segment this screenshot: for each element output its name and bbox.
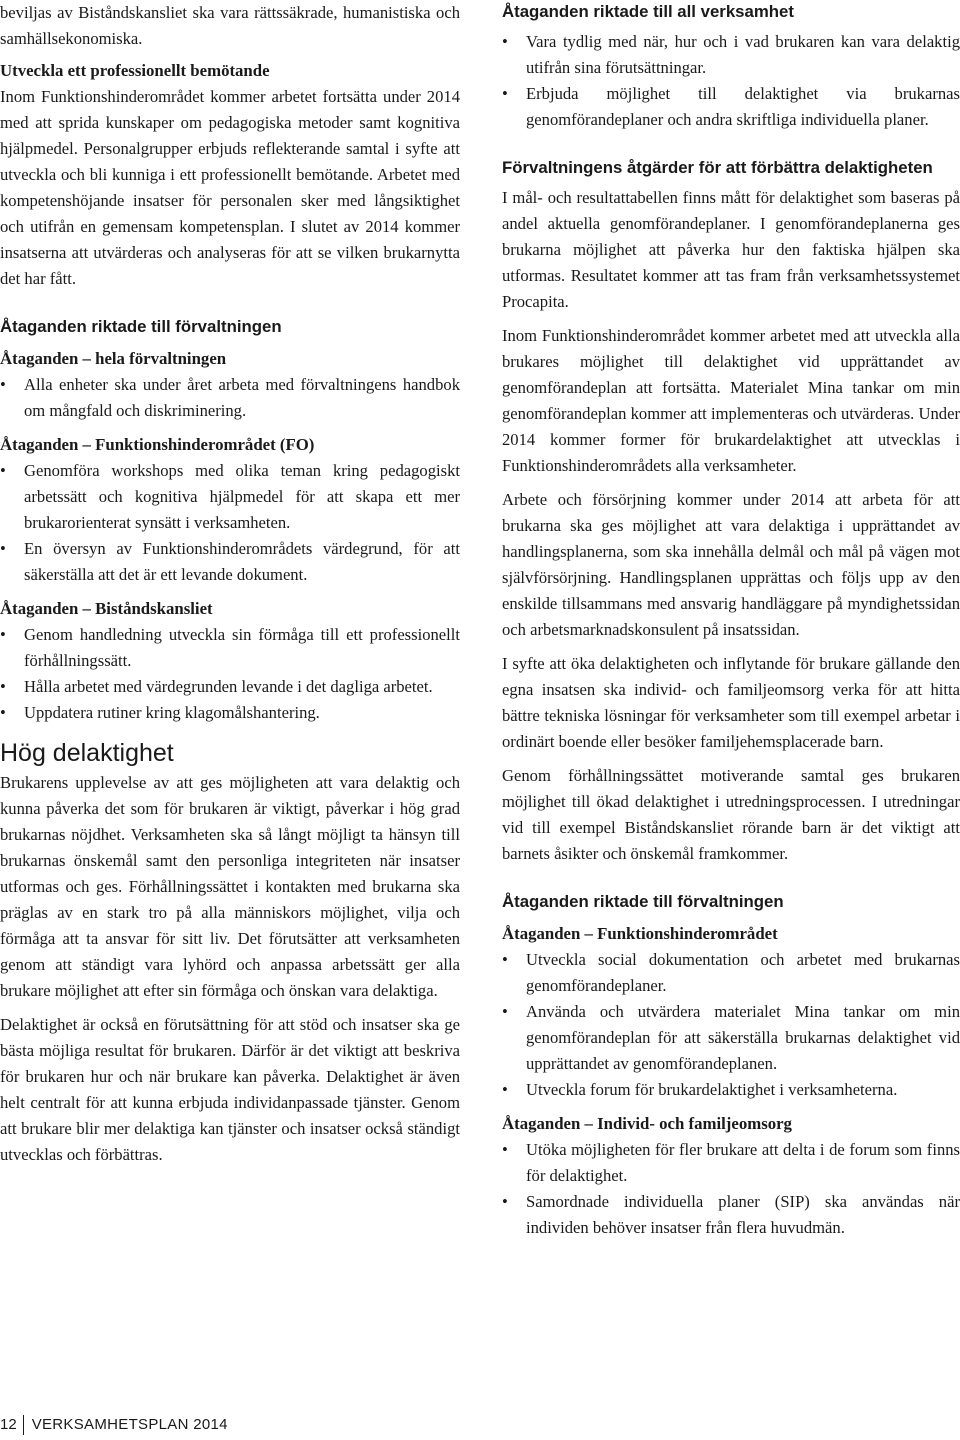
list-assistance-office	[0, 622, 460, 726]
heading-disability-area: Åtaganden – Funktionshinderområdet	[502, 924, 778, 943]
heading-improvement-measures: Förvaltningens åtgärder för att förbättra delaktigheten	[502, 158, 933, 177]
heading-commitments-administration: Åtaganden riktade till förvaltningen	[0, 317, 282, 336]
paragraph-disability-area: Inom Funktionshinderområdet kommer arbetet med att utveckla alla brukares möjlighet till delaktighet vid upprättandet av genomförandeplan att fortsätta. Materialet Mina tankar om min genomförandeplan kommer att implementeras och utvärderas. Under 2014 kommer former för brukardelaktighet att utvecklas i Funktionshinderområdets alla verksamheter.	[502, 326, 960, 475]
list-all-operations	[502, 29, 960, 133]
page-number: 12	[0, 1416, 17, 1433]
heading-professional-treatment: Utveckla ett professionellt bemötande	[0, 61, 270, 80]
list-whole-administration	[0, 372, 460, 424]
bullet-icon: •	[0, 539, 6, 558]
bullet-icon: •	[502, 32, 508, 51]
bullet-icon: •	[502, 1140, 508, 1159]
right-column	[502, 0, 960, 1241]
list-item: • Utöka möjligheten för fler brukare att delta i de forum som finns för delaktighet.	[502, 1137, 960, 1189]
list-item: • Uppdatera rutiner kring klagomålshantering.	[0, 700, 460, 726]
paragraph-purpose: I syfte att öka delaktigheten och inflytande för brukare gällande den egna insatsen ska individ- och familjeomsorg verka för att hitta bättre tekniska lösningar för verksamheter som till exempel arbetar i ordinärt boende eller besöker familjehemsplacerade barn.	[502, 654, 960, 751]
paragraph-work-and-support: Arbete och försörjning kommer under 2014 att arbeta för att brukarna ska ges möjlighet att vara delaktiga i upprättandet av handlingsplanerna, som ska innehålla delmål och mål på vägen mot självförsörjning. Handlingsplanen upprättas och följs upp av den enskilde tillsammans med ansvarig handläggare på myndighetssidan och arbetsmarknadskonsulent på insatssidan.	[502, 490, 960, 639]
bullet-icon: •	[502, 84, 508, 103]
left-column	[0, 0, 460, 1168]
bullet-icon: •	[0, 703, 6, 722]
list-item: • Hålla arbetet med värdegrunden levande i det dagliga arbetet.	[0, 674, 460, 700]
document-title: VERKSAMHETSPLAN 2014	[31, 1416, 228, 1433]
list-item: • Genomföra workshops med olika teman kring pedagogiskt arbetssätt och kognitiva hjälpmedel för att skapa ett mer brukarorienterat synsätt i verksamheten.	[0, 458, 460, 536]
paragraph-participation-1: Brukarens upplevelse av att ges möjligheten att vara delaktig och kunna påverka det som för brukaren är viktigt, påverkar i hög grad brukarnas nöjdhet. Verksamheten ska så långt möjligt ta hänsyn till brukarnas önskemål samt den personliga integriteten när insatser utformas och ges. Förhållningssättet i kontakten med brukarna ska präglas av en stark tro på alla människors möjlighet, vilja och förmåga att ta ansvar för sitt liv. Det förutsätter att verksamheten genom att ständigt vara lyhörd och anpassa arbetssätt ger alla brukare möjlighet att efter sin förmåga och önskan vara delaktiga.	[0, 773, 460, 1000]
bullet-icon: •	[502, 1192, 508, 1211]
list-item: • Använda och utvärdera materialet Mina tankar om min genomförandeplan för att säkerställa brukarnas delaktighet vid upprättandet av genomförandeplanen.	[502, 999, 960, 1077]
intro-continuation: beviljas av Biståndskansliet ska vara rättssäkrade, humanistiska och samhällsekonomiska.	[0, 3, 460, 48]
bullet-icon: •	[0, 677, 6, 696]
list-item: • Genom handledning utveckla sin förmåga till ett professionellt förhållningssätt.	[0, 622, 460, 674]
heading-individual-family-care: Åtaganden – Individ- och familjeomsorg	[502, 1114, 792, 1133]
bullet-icon: •	[502, 1002, 508, 1021]
list-item: • Utveckla social dokumentation och arbetet med brukarnas genomförandeplaner.	[502, 947, 960, 999]
heading-commitments-administration-right: Åtaganden riktade till förvaltningen	[502, 892, 784, 911]
list-item: • Utveckla forum för brukardelaktighet i verksamheterna.	[502, 1077, 960, 1103]
bullet-icon: •	[502, 1080, 508, 1099]
list-disability-area	[502, 947, 960, 1103]
heading-high-participation: Hög delaktighet	[0, 739, 174, 767]
page-footer	[0, 1415, 228, 1435]
paragraph-motivational: Genom förhållningssättet motiverande samtal ges brukaren möjlighet till ökad delaktighet i utredningsprocessen. I utredningar vid till exempel Biståndskansliet rörande barn är det viktigt att barnets åsikter och önskemål framkommer.	[502, 766, 960, 863]
heading-all-operations: Åtaganden riktade till all verksamhet	[502, 2, 794, 21]
bullet-icon: •	[0, 625, 6, 644]
list-item: • Vara tydlig med när, hur och i vad brukaren kan vara delaktig utifrån sina förutsättningar.	[502, 29, 960, 81]
paragraph-measures: I mål- och resultattabellen finns mått för delaktighet som baseras på andel aktuella genomförandeplaner. I genomförandeplanerna ges brukarna möjlighet att påverka hur den faktiska hjälpen ska utformas. Resultatet kommer att tas fram från verksamhetssystemet Procapita.	[502, 188, 960, 311]
heading-assistance-office: Åtaganden – Biståndskansliet	[0, 599, 213, 618]
list-disability-area-fo	[0, 458, 460, 588]
bullet-icon: •	[502, 950, 508, 969]
bullet-icon: •	[0, 375, 6, 394]
paragraph-participation-2: Delaktighet är också en förutsättning för att stöd och insatser ska ge bästa möjliga resultat för brukaren. Därför är det viktigt att beskriva för brukaren hur och när brukare kan påverka. Delaktighet är även helt centralt för att kunna erbjuda individanpassade tjänster. Genom att brukare blir mer delaktiga kan tjänster och insatser också ständigt utvecklas och förbättras.	[0, 1015, 460, 1164]
bullet-icon: •	[0, 461, 6, 480]
list-individual-family-care	[502, 1137, 960, 1241]
heading-disability-area-fo: Åtaganden – Funktionshinderområdet (FO)	[0, 435, 315, 454]
heading-whole-administration: Åtaganden – hela förvaltningen	[0, 349, 227, 368]
list-item: • Samordnade individuella planer (SIP) ska användas när individen behöver insatser från flera huvudmän.	[502, 1189, 960, 1241]
paragraph-professional-treatment: Inom Funktionshinderområdet kommer arbetet fortsätta under 2014 med att sprida kunskaper om pedagogiska metoder samt kognitiva hjälpmedel. Personalgrupper erbjuds reflekterande samtal i syfte att utveckla och bli kunniga i ett professionellt bemötande. Arbetet med kompetenshöjande insatser för personalen sker med långsiktighet och utifrån en gemensam kompetensplan. I slutet av 2014 kommer insatserna att utvärderas och analyseras för att se vilken brukarnytta det har fått.	[0, 87, 460, 288]
list-item: • Erbjuda möjlighet till delaktighet via brukarnas genomförandeplaner och andra skriftliga individuella planer.	[502, 81, 960, 133]
list-item: • En översyn av Funktionshinderområdets värdegrund, för att säkerställa att det är ett levande dokument.	[0, 536, 460, 588]
footer-divider	[23, 1415, 24, 1435]
list-item: • Alla enheter ska under året arbeta med förvaltningens handbok om mångfald och diskriminering.	[0, 372, 460, 424]
